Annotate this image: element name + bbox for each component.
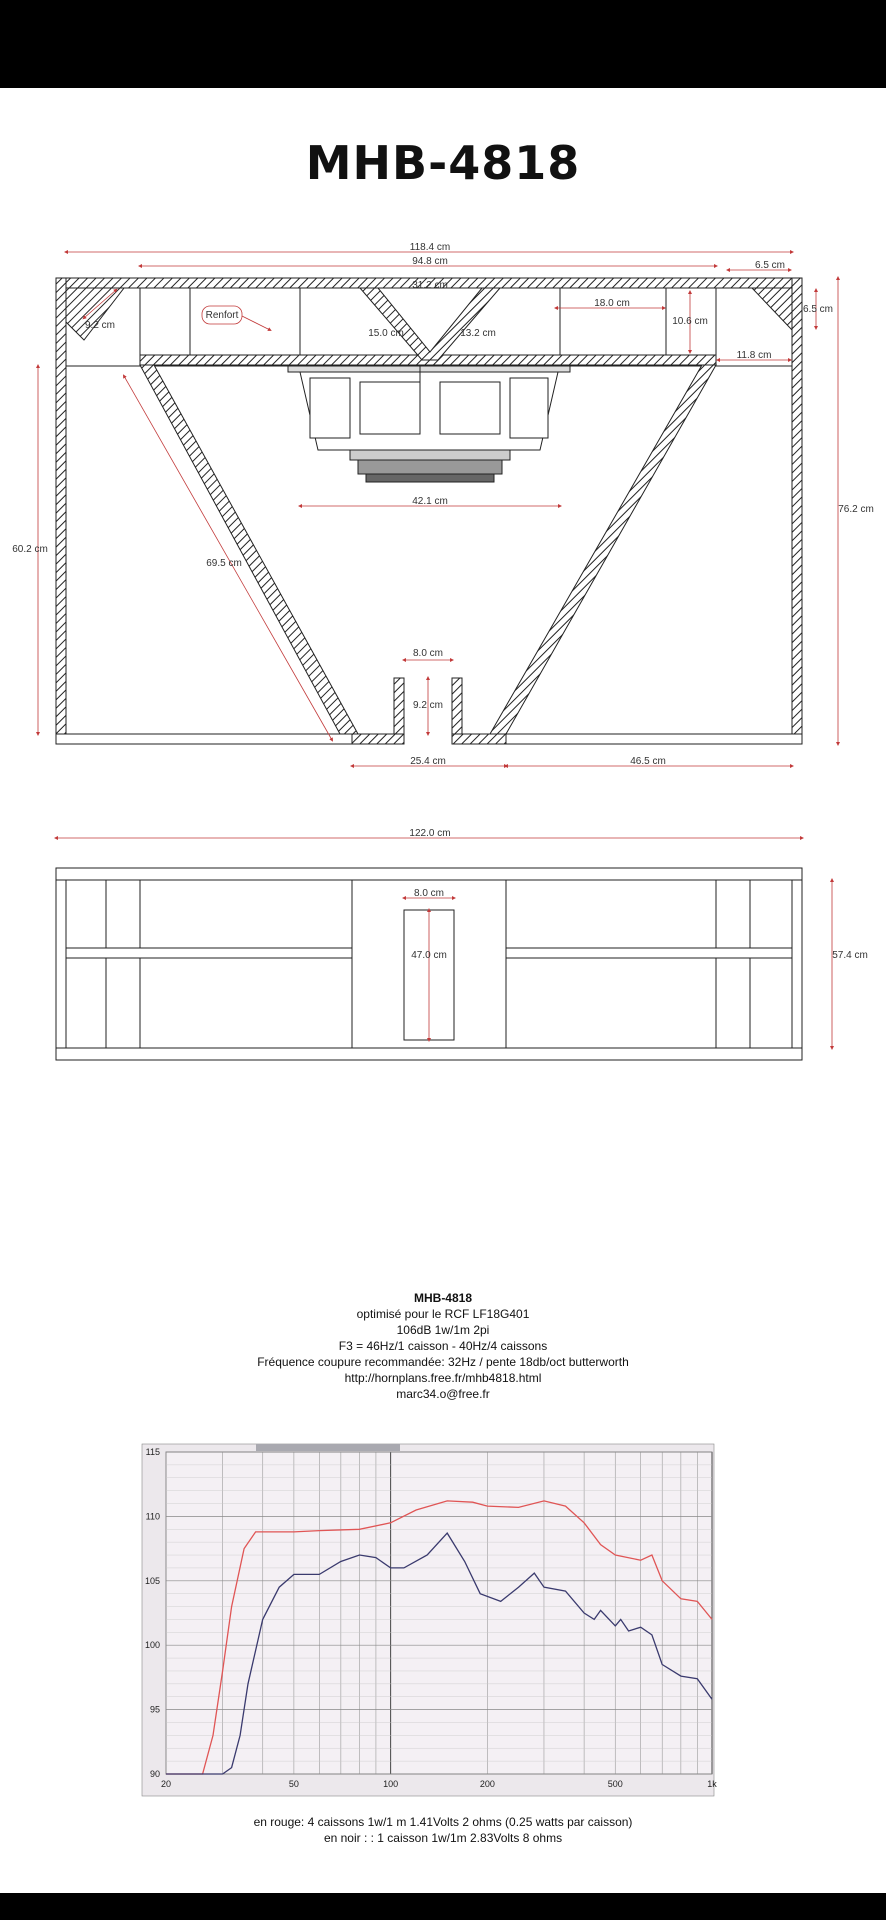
y-tick-label: 115 [145,1447,160,1457]
side-view-diagram [0,0,886,780]
dim-mouth-w: 8.0 cm [412,648,444,659]
dim-overlap: 31.2 cm [412,280,448,291]
x-tick-label: 1k [707,1779,717,1789]
dim-inner-width: 94.8 cm [412,256,448,267]
info-line: marc34.o@free.fr [396,1387,490,1401]
chart-grid [166,1452,712,1774]
dim-left-height: 60.2 cm [12,544,48,555]
corner-brace-right [752,288,792,330]
y-tick-label: 105 [144,1575,160,1586]
dim-small-top: 6.5 cm [754,260,786,271]
dim-total-width: 118.4 cm [409,242,451,253]
dim-v-right: 13.2 cm [460,328,496,339]
info-line: 106dB 1w/1m 2pi [396,1323,490,1337]
dim-small-right: 6.5 cm [802,304,834,315]
info-line: http://hornplans.free.fr/mhb4818.html [344,1371,542,1385]
page-title: MHB-4818 [305,136,581,190]
dim-speaker: 42.1 cm [412,496,448,507]
corner-brace-left [66,288,124,340]
left-panel [56,278,66,744]
info-line: optimisé pour le RCF LF18G401 [356,1307,530,1321]
dim-slot-w: 8.0 cm [413,888,445,899]
dim-right-gap: 11.8 cm [736,350,772,361]
x-tick-label: 200 [479,1779,495,1789]
dim-slot-h: 47.0 cm [411,950,447,961]
speaker-drawing [288,366,570,482]
dim-shelf: 18.0 cm [594,298,630,309]
info-line: F3 = 46Hz/1 caisson - 40Hz/4 caissons [338,1339,548,1353]
dim-corner: 9.2 cm [84,320,116,331]
plot-area [166,1452,712,1774]
info-title: MHB-4818 [413,1291,473,1305]
dim-bottom-mid: 25.4 cm [410,756,446,767]
dim-v-left: 15.0 cm [368,328,404,339]
x-tick-label: 20 [160,1779,172,1789]
caption-line-1: en rouge: 4 caissons 1w/1 m 1.41Volts 2 ohms (0.25 watts par caisson) [253,1815,633,1829]
dim-top-total-width: 122.0 cm [409,828,451,839]
right-panel [792,278,802,744]
y-tick-label: 90 [149,1769,160,1779]
dim-right-height: 76.2 cm [838,504,874,515]
v-brace [360,288,500,360]
y-tick-label: 100 [144,1640,160,1651]
y-tick-label: 110 [145,1511,160,1522]
frequency-response-chart [0,1440,886,1800]
info-line: Fréquence coupure recommandée: 32Hz / pente 18db/oct butterworth [257,1355,629,1369]
dim-bottom-right: 46.5 cm [630,756,666,767]
info-block [0,1290,886,1402]
bottom-panel-left [56,734,352,744]
dim-diagonal: 69.5 cm [206,558,242,569]
top-view-diagram [0,820,886,1240]
dimension-lines [38,252,838,766]
dimension-labels [12,242,874,767]
x-tick-label: 500 [607,1779,623,1789]
x-tick-label: 100 [383,1779,399,1789]
x-tick-label: 50 [288,1779,299,1789]
chart-legend-bar [256,1444,400,1451]
y-tick-label: 95 [149,1704,160,1715]
dim-block: 10.6 cm [672,316,708,327]
dim-top-height: 57.4 cm [832,950,868,961]
renfort-label: Renfort [205,310,239,321]
chart-caption [0,1814,886,1846]
dim-mouth-h: 9.2 cm [412,700,444,711]
bottom-black-bar [0,1893,886,1920]
caption-line-2: en noir : : 1 caisson 1w/1m 2.83Volts 8 ohms [323,1831,563,1845]
bottom-panel-right [506,734,802,744]
